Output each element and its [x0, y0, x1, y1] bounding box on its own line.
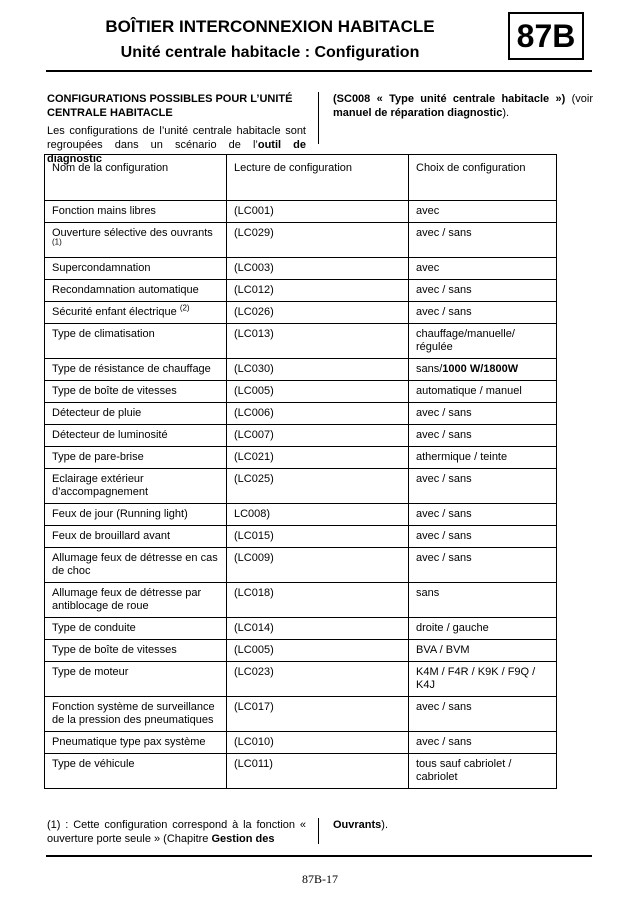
config-choice-cell — [409, 447, 557, 469]
table-row — [45, 302, 557, 324]
config-name-cell — [45, 548, 227, 583]
table-row — [45, 526, 557, 548]
config-code: (LC005) — [227, 640, 409, 662]
config-name-cell — [45, 754, 227, 789]
config-name: Type de climatisation — [52, 328, 155, 340]
config-name: Ouverture sélective des ouvrants — [52, 227, 213, 239]
config-code: (LC025) — [227, 469, 409, 504]
config-choice-cell — [409, 201, 557, 223]
config-name: Fonction système de surveillance de la pression des pneumatiques — [52, 701, 215, 726]
config-choice-cell — [409, 732, 557, 754]
intro-bold-text: outil de diagnostic — [47, 139, 306, 165]
config-name: Détecteur de pluie — [52, 407, 142, 419]
footnote-bold-start: Gestion des — [211, 833, 275, 845]
config-name-cell — [45, 618, 227, 640]
config-code: (LC011) — [227, 754, 409, 789]
config-choice: avec / sans — [416, 701, 472, 713]
intro-text-end: ). — [502, 107, 510, 119]
config-code: (LC017) — [227, 697, 409, 732]
config-choice: avec — [416, 205, 440, 217]
config-choice: sans/ — [416, 363, 443, 375]
config-code: LC008) — [227, 504, 409, 526]
config-code: (LC023) — [227, 662, 409, 697]
config-choice: avec / sans — [416, 552, 472, 564]
page-subtitle: Unité centrale habitacle : Configuration — [120, 44, 420, 61]
config-code: (LC029) — [227, 223, 409, 258]
table-row — [45, 381, 557, 403]
config-choice-cell — [409, 583, 557, 618]
config-choice-cell — [409, 280, 557, 302]
config-choice: avec / sans — [416, 508, 472, 520]
config-name: Allumage feux de détresse par antiblocage de roue — [52, 587, 202, 612]
config-choice-cell — [409, 618, 557, 640]
config-choice-cell — [409, 223, 557, 258]
footnote-marker: (1) — [52, 237, 62, 247]
config-name-cell — [45, 201, 227, 223]
config-code: (LC030) — [227, 359, 409, 381]
config-name-cell — [45, 324, 227, 359]
config-choice: avec / sans — [416, 306, 472, 318]
config-choice: droite / gauche — [416, 622, 489, 634]
config-choice-cell — [409, 381, 557, 403]
config-name: Supercondamnation — [52, 262, 151, 274]
table-row — [45, 324, 557, 359]
config-choice: avec / sans — [416, 227, 472, 239]
config-choice: avec — [416, 262, 440, 274]
footnote-marker: (2) — [179, 303, 190, 313]
table-header-row — [45, 155, 557, 201]
column-header-choice: Choix de configuration — [409, 155, 557, 201]
config-choice: avec / sans — [416, 284, 472, 296]
config-choice-cell — [409, 548, 557, 583]
footer-rule — [46, 855, 592, 857]
config-choice-cell — [409, 324, 557, 359]
table-row — [45, 403, 557, 425]
config-choice: avec / sans — [416, 429, 472, 441]
table-row — [45, 548, 557, 583]
config-name-cell — [45, 662, 227, 697]
config-name: Feux de brouillard avant — [52, 530, 171, 542]
config-choice-cell — [409, 359, 557, 381]
config-choice: K4M / F4R / K9K / F9Q / K4J — [416, 666, 536, 691]
footnote — [47, 818, 306, 846]
config-name: Sécurité enfant électrique — [52, 306, 177, 318]
table-row — [45, 223, 557, 258]
table-row — [45, 732, 557, 754]
config-name: Type de moteur — [52, 666, 129, 678]
table-row — [45, 201, 557, 223]
config-code: (LC009) — [227, 548, 409, 583]
column-header-name: Nom de la configuration — [45, 155, 227, 201]
config-code: (LC005) — [227, 381, 409, 403]
config-choice-cell — [409, 504, 557, 526]
config-choice-bold: 1000 W/1800W — [442, 363, 519, 375]
config-choice-cell — [409, 469, 557, 504]
section-code-box: 87B — [508, 12, 584, 60]
config-choice: avec / sans — [416, 407, 472, 419]
config-choice-cell — [409, 640, 557, 662]
config-name: Type de résistance de chauffage — [52, 363, 211, 375]
intro-right-column — [333, 92, 593, 120]
config-name-cell — [45, 697, 227, 732]
config-choice-cell — [409, 302, 557, 324]
config-name-cell — [45, 280, 227, 302]
config-choice-cell — [409, 258, 557, 280]
config-name: Feux de jour (Running light) — [52, 508, 188, 520]
config-name: Allumage feux de détresse en cas de choc — [52, 552, 218, 577]
config-name: Type de pare-brise — [52, 451, 144, 463]
config-code: (LC010) — [227, 732, 409, 754]
table-row — [45, 583, 557, 618]
config-code: (LC001) — [227, 201, 409, 223]
config-name-cell — [45, 425, 227, 447]
config-choice: BVA / BVM — [416, 644, 470, 656]
config-name: Détecteur de luminosité — [52, 429, 168, 441]
config-name-cell — [45, 302, 227, 324]
config-name: Type de véhicule — [52, 758, 135, 770]
config-code: (LC021) — [227, 447, 409, 469]
config-code: (LC003) — [227, 258, 409, 280]
config-name: Pneumatique type pax système — [52, 736, 206, 748]
config-code: (LC006) — [227, 403, 409, 425]
config-choice: tous sauf cabriolet / cabriolet — [416, 758, 512, 783]
config-name: Type de boîte de vitesses — [52, 385, 177, 397]
config-name-cell — [45, 732, 227, 754]
config-code: (LC018) — [227, 583, 409, 618]
config-choice-cell — [409, 754, 557, 789]
table-row — [45, 359, 557, 381]
config-code: (LC026) — [227, 302, 409, 324]
manual-reference: manuel de réparation diagnostic — [333, 107, 503, 119]
footer-column-divider — [318, 818, 319, 844]
config-name-cell — [45, 447, 227, 469]
table-row — [45, 662, 557, 697]
config-name-cell — [45, 526, 227, 548]
config-name-cell — [45, 504, 227, 526]
config-choice-cell — [409, 697, 557, 732]
config-name-cell — [45, 640, 227, 662]
config-choice: chauffage/manuelle/ régulée — [416, 328, 515, 353]
intro-text-2: (voir — [565, 93, 593, 105]
config-name: Fonction mains libres — [52, 205, 156, 217]
section-title: CONFIGURATIONS POSSIBLES POUR L’UNITÉ CENTRALE HABITACLE — [47, 93, 293, 119]
table-row — [45, 258, 557, 280]
intro-text: Les configurations de l’unité centrale habitacle sont regroupées dans un scénario de l’ — [47, 125, 306, 151]
table-row — [45, 640, 557, 662]
config-name: Type de boîte de vitesses — [52, 644, 177, 656]
table-row — [45, 697, 557, 732]
table-row — [45, 754, 557, 789]
table-row — [45, 447, 557, 469]
column-divider — [318, 92, 319, 144]
table-row — [45, 425, 557, 447]
config-name-cell — [45, 403, 227, 425]
config-choice-cell — [409, 403, 557, 425]
config-code: (LC014) — [227, 618, 409, 640]
config-name: Recondamnation automatique — [52, 284, 199, 296]
config-name-cell — [45, 359, 227, 381]
page-title: BOÎTIER INTERCONNEXION HABITACLE — [105, 17, 435, 36]
config-name-cell — [45, 223, 227, 258]
config-code: (LC013) — [227, 324, 409, 359]
config-choice: sans — [416, 587, 440, 599]
column-header-reading: Lecture de configuration — [227, 155, 409, 201]
configuration-table — [44, 154, 557, 789]
config-code: (LC007) — [227, 425, 409, 447]
config-choice: avec / sans — [416, 473, 472, 485]
table-row — [45, 618, 557, 640]
config-name-cell — [45, 258, 227, 280]
config-name-cell — [45, 583, 227, 618]
config-choice-cell — [409, 662, 557, 697]
footnote-end: ). — [381, 819, 389, 831]
header-rule — [46, 70, 592, 72]
footnote-continuation — [333, 818, 593, 832]
config-choice-cell — [409, 425, 557, 447]
page-number: 87B-17 — [302, 872, 338, 886]
config-choice: athermique / teinte — [416, 451, 508, 463]
config-choice-cell — [409, 526, 557, 548]
config-choice: automatique / manuel — [416, 385, 522, 397]
config-code: (LC012) — [227, 280, 409, 302]
scenario-reference: (SC008 « Type unité centrale habitacle ») — [333, 93, 566, 105]
table-row — [45, 469, 557, 504]
config-choice: avec / sans — [416, 530, 472, 542]
config-name-cell — [45, 381, 227, 403]
config-choice: avec / sans — [416, 736, 472, 748]
intro-continuation — [333, 92, 593, 120]
footnote-text: (1) : Cette configuration correspond à la fonction « ouverture porte seule » (Chapitre — [47, 819, 306, 845]
table-row — [45, 504, 557, 526]
config-code: (LC015) — [227, 526, 409, 548]
config-name-cell — [45, 469, 227, 504]
table-row — [45, 280, 557, 302]
config-name: Eclairage extérieur d’accompagnement — [52, 473, 149, 498]
config-name: Type de conduite — [52, 622, 136, 634]
footnote-bold-end: Ouvrants — [333, 819, 382, 831]
